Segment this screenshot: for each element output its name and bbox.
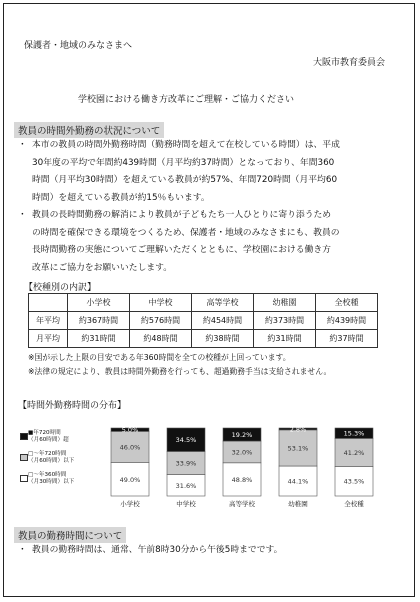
table-cell: 約38時間 — [192, 330, 254, 348]
legend-line: （月60時間）超 — [28, 437, 69, 443]
bullet-line: 教員の長時間勤務の解消により教員が子どもたち一人ひとりに寄り添うため — [32, 210, 332, 220]
legend-line: □～年360時間 — [28, 472, 67, 478]
bar-data-label: 53.1% — [287, 444, 309, 453]
x-tick-label: 幼稚園 — [288, 500, 308, 508]
table-cell: 約31時間 — [254, 330, 316, 348]
bar-data-label: 34.5% — [175, 436, 197, 445]
section-heading-overtime: 教員の時間外勤務の状況について — [14, 122, 164, 138]
bar-data-label: 46.0% — [119, 443, 141, 452]
column-header: 中学校 — [130, 294, 192, 312]
bullet-line: 時間）を超えている教員が約15％もいます。 — [32, 192, 210, 203]
bar-data-label: 31.6% — [175, 481, 197, 490]
table-heading: 【校種別の内訳】 — [24, 283, 97, 293]
bar-data-label: 15.3% — [343, 429, 365, 438]
bullet-mark: ・ — [18, 210, 27, 220]
bullet-line: 30年度の平均で年間約439時間（月平均約37時間）となっており、年間360 — [32, 157, 335, 168]
bullet-working-hours — [18, 542, 283, 560]
column-header: 高等学校 — [192, 294, 254, 312]
addressee: 保護者・地域のみなさまへ — [24, 41, 133, 51]
bullet-line: 教員の勤務時間は、通常、午前8時30分から午後5時までです。 — [32, 545, 283, 555]
legend-line: ■年720時間 — [28, 430, 61, 436]
bar-data-label: 5.0% — [121, 426, 139, 435]
x-tick-label: 高等学校 — [229, 500, 255, 508]
bar-data-label: 48.8% — [231, 475, 253, 484]
bullet-line: 長時間勤務の実態についてご理解いただくとともに、学校園における働き方 — [32, 245, 331, 255]
table-cell: 約48時間 — [130, 330, 192, 348]
bar-data-label: 49.0% — [119, 475, 141, 484]
bar-data-label: 43.5% — [343, 477, 365, 486]
bar-data-label: 33.9% — [175, 459, 197, 468]
note-upper-limit: ※国が示した上限の目安である年360時間を全ての校種が上回っています。 — [28, 353, 291, 362]
bullet-mark: ・ — [18, 140, 27, 150]
bullet-line: 本市の教員の時間外勤務時間（勤務時間を超えて在校している時間）は、平成 — [32, 140, 340, 150]
x-tick-label: 全校種 — [344, 500, 364, 508]
section-heading-working-hours: 教員の勤務時間について — [14, 527, 126, 543]
bullet-mark: ・ — [18, 545, 27, 555]
x-tick-label: 中学校 — [176, 500, 196, 508]
row-header: 年平均 — [29, 312, 68, 330]
table-cell: 約454時間 — [192, 312, 254, 330]
chart-heading: 【時間外勤務時間の分布】 — [18, 401, 127, 411]
page-title: 学校園における働き方改革にご理解・ご協力ください — [78, 95, 295, 105]
legend-line: □～年720時間 — [28, 451, 67, 457]
table-cell: 約31時間 — [68, 330, 130, 348]
column-header: 全校種 — [316, 294, 378, 312]
legend-line: （月30時間）以下 — [28, 479, 75, 485]
note-no-overtime-pay: ※法律の規定により、教員は時間外勤務を行っても、超過勤務手当は支給されません。 — [28, 367, 332, 376]
x-tick-label: 小学校 — [120, 500, 140, 508]
legend-line: （月60時間）以下 — [28, 458, 75, 464]
bar-data-label: 41.2% — [343, 448, 365, 457]
bar-data-label: 19.2% — [231, 431, 253, 440]
table-cell: 約576時間 — [130, 312, 192, 330]
sender: 大阪市教育委員会 — [313, 58, 386, 68]
bar-data-label: 44.1% — [287, 477, 309, 486]
table-cell: 約439時間 — [316, 312, 378, 330]
bullet-line: 改革にご協力をお願いいたします。 — [32, 262, 173, 273]
table-cell: 約367時間 — [68, 312, 130, 330]
bar-data-label: 2.8% — [289, 425, 307, 434]
bullet-line: 時間（月平均30時間）を超えている教員が約57%、年間720時間（月平均60 — [32, 175, 338, 185]
bullet-line: の時間を確保できる環境をつくるため、保護者・地域のみなさまにも、教員の — [32, 227, 340, 238]
bar-data-label: 32.0% — [231, 448, 253, 457]
column-header: 小学校 — [68, 294, 130, 312]
column-header: 幼稚園 — [254, 294, 316, 312]
table-cell: 約37時間 — [316, 330, 378, 348]
row-header: 月平均 — [29, 330, 68, 348]
table-cell: 約373時間 — [254, 312, 316, 330]
